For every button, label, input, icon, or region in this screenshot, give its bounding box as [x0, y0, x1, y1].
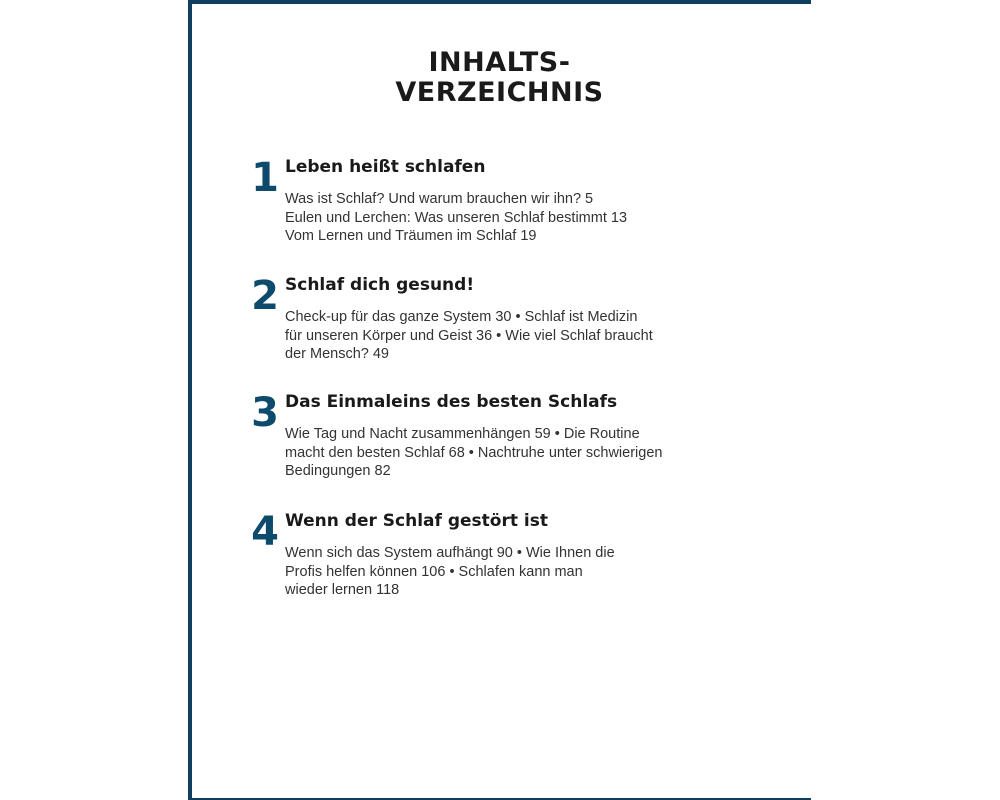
chapter-number: 4	[251, 509, 279, 555]
page-title-line-2: VERZEICHNIS	[395, 77, 604, 108]
chapter-number: 2	[251, 273, 279, 319]
chapter-entry-line[interactable]: der Mensch? 49	[285, 346, 389, 362]
chapter-entry-line[interactable]: für unseren Körper und Geist 36 • Wie viel Schlaf braucht	[285, 327, 653, 344]
chapter-entry-line[interactable]: macht den besten Schlaf 68 • Nachtruhe unter schwierigen	[285, 444, 663, 461]
chapter-heading[interactable]: Leben heißt schlafen	[285, 157, 486, 177]
chapter-number: 3	[251, 390, 279, 436]
chapter-entry-line[interactable]: Wenn sich das System aufhängt 90 • Wie Ihnen die	[285, 545, 615, 561]
chapter-entry-line[interactable]: Profis helfen können 106 • Schlafen kann man	[285, 563, 583, 580]
chapter-heading[interactable]: Wenn der Schlaf gestört ist	[285, 511, 548, 531]
chapter-number: 1	[251, 155, 279, 201]
chapter-entries	[285, 544, 725, 600]
chapter-entry-line[interactable]: Wie Tag und Nacht zusammenhängen 59 • Die Routine	[285, 426, 640, 442]
chapter-entry-line[interactable]: Check-up für das ganze System 30 • Schlaf ist Medizin	[285, 309, 638, 325]
chapter-entries	[285, 190, 725, 246]
page-title	[188, 48, 811, 108]
chapter-entry-line[interactable]: wieder lernen 118	[285, 582, 400, 598]
chapter-entry-line[interactable]: Bedingungen 82	[285, 463, 391, 479]
chapter-entries	[285, 308, 725, 364]
chapter-entries	[285, 425, 725, 481]
chapter-entry-line[interactable]: Was ist Schlaf? Und warum brauchen wir ihn? 5	[285, 191, 594, 207]
chapter-heading[interactable]: Das Einmaleins des besten Schlafs	[285, 392, 618, 412]
chapter-heading[interactable]: Schlaf dich gesund!	[285, 275, 475, 295]
chapter-entry-line[interactable]: Vom Lernen und Träumen im Schlaf 19	[285, 228, 537, 244]
page-title-line-1: INHALTS-	[428, 47, 571, 78]
chapter-entry-line[interactable]: Eulen und Lerchen: Was unseren Schlaf bestimmt 13	[285, 209, 628, 226]
